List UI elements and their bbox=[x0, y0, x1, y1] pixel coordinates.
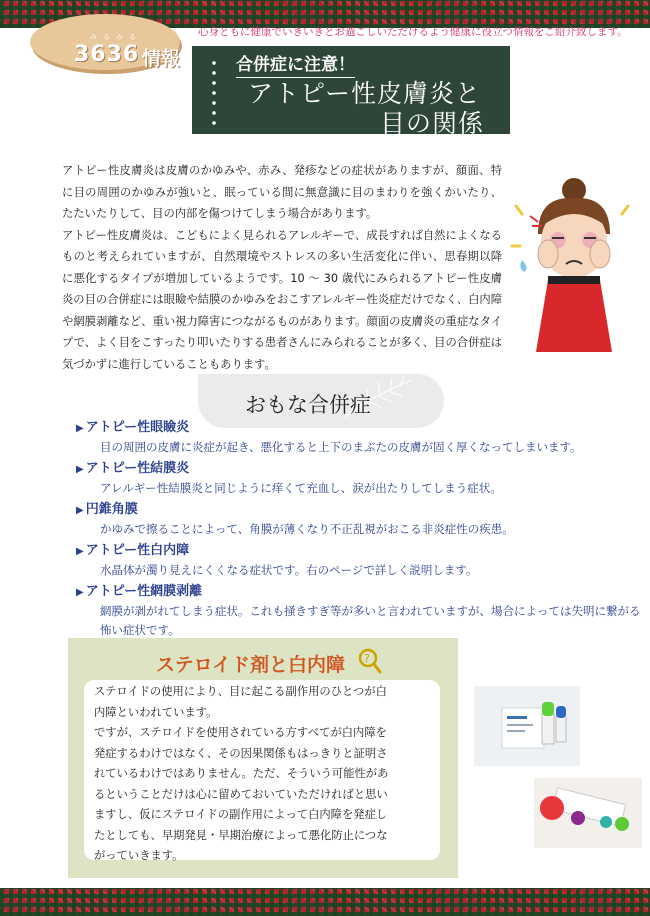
list-item bbox=[76, 500, 646, 539]
list-item bbox=[76, 459, 646, 498]
triangle-bullet-icon: ▶ bbox=[76, 423, 84, 434]
steroid-line: 発症するわけではなく、その因果関係もはっきりと証明さ bbox=[94, 746, 388, 760]
item-name: 円錐角膜 bbox=[85, 502, 138, 517]
dotted-line-decoration bbox=[212, 58, 216, 128]
item-description: かゆみで擦ることによって、角膜が薄くなり不正乱視がおこる非炎症性の疾患。 bbox=[100, 522, 514, 536]
steroid-text bbox=[94, 682, 434, 867]
list-item bbox=[76, 582, 646, 640]
steroid-line: るということだけは心に留めておいていただければと思い bbox=[94, 787, 388, 801]
logo-number: 3636 bbox=[74, 42, 140, 67]
steroid-line: ですが、ステロイドを使用されている方すべてが白内障を bbox=[94, 726, 387, 739]
logo-word: 情報 bbox=[142, 48, 181, 70]
item-description: 目の周囲の皮膚に炎症が起き、悪化すると上下のまぶたの皮膚が固く厚くなってしまいます。 bbox=[100, 440, 582, 454]
triangle-bullet-icon: ▶ bbox=[76, 464, 84, 475]
title-subheading: 合併症に注意！ bbox=[236, 50, 355, 78]
complications-heading: おもな合併症 bbox=[245, 393, 371, 417]
tagline: 心身ともに健康でいきいきとお過ごしいただけるよう健康に役立つ情報をご紹介致します。 bbox=[198, 26, 628, 38]
item-name: アトピー性網膜剥離 bbox=[85, 584, 203, 599]
intro-paragraph-1: アトピー性皮膚炎は皮膚のかゆみや、赤み、発疹などの症状がありますが、顔面、特に目の周囲のかゆみが強いと、眠っている間に無意識に目のまわりを強くかいたり、たたいたりして、目の内部を傷つけてしまう場合があります。 bbox=[62, 164, 502, 220]
steroid-line: ますし、仮にステロイドの副作用によって白内障を発症し bbox=[94, 808, 388, 821]
item-name: アトピー性眼瞼炎 bbox=[85, 420, 190, 435]
steroid-heading: ステロイド剤と白内障 bbox=[156, 654, 346, 676]
triangle-bullet-icon: ▶ bbox=[76, 546, 84, 557]
steroid-line: 内障といわれています。 bbox=[94, 705, 218, 719]
bottom-tartan-border bbox=[0, 888, 650, 916]
triangle-bullet-icon: ▶ bbox=[76, 505, 84, 516]
steroid-line: ステロイドの使用により、目に起こる副作用のひとつが白 bbox=[94, 685, 387, 698]
girl-itchy-eyes-illustration bbox=[508, 176, 638, 352]
title-box bbox=[192, 46, 510, 138]
list-item bbox=[76, 418, 646, 457]
ointment-tubes-photo bbox=[534, 778, 642, 848]
item-description: 水晶体が濁り見えにくくなる症状です。右のページで詳しく説明します。 bbox=[100, 563, 478, 577]
title-main-line2: 目の関係 bbox=[380, 109, 485, 138]
item-description: 網膜が剥がれてしまう症状。これも掻きすぎ等が多いと言われていますが、場合によっては失明に繋がる怖い症状です。 bbox=[100, 604, 641, 637]
item-name: アトピー性白内障 bbox=[85, 543, 190, 558]
steroid-line: がっていきます。 bbox=[94, 849, 184, 862]
logo-ruby: みるみる bbox=[90, 33, 142, 41]
svg-text:?: ? bbox=[364, 652, 370, 665]
list-item bbox=[76, 541, 646, 580]
intro-text bbox=[62, 160, 502, 375]
logo bbox=[30, 14, 180, 70]
intro-paragraph-2: アトピー性皮膚炎は、こどもによく見られるアレルギーで、成長すれば自然によくなるものと考えられていますが、自然環境やストレスの多い生活変化に伴い、思春期以降に悪化するタイプが増加しているようです。10 〜 30 歳代にみられるアトピー性皮膚炎の目の合併症には眼瞼や結膜のかゆみをおこすアレルギー性炎症だけでなく、白内障や網膜剥離など、重い視力障害につながるものがあります。顔面の皮膚炎の重症なタイプで、よく目をこすったり叩いたりする患者さんにみられることが多く、目の合併症は気づかずに進行していることもあります。 bbox=[62, 228, 502, 371]
ointment-packages-photo bbox=[474, 686, 580, 766]
item-name: アトピー性結膜炎 bbox=[85, 461, 190, 476]
steroid-line: れているわけではありません。ただ、そういう可能性があ bbox=[94, 767, 389, 780]
triangle-bullet-icon: ▶ bbox=[76, 587, 84, 598]
item-description: アレルギー性結膜炎と同じように痒くて充血し、涙が出たりしてしまう症状。 bbox=[100, 481, 502, 495]
title-main-line1: アトピー性皮膚炎と bbox=[248, 79, 482, 108]
question-magnifier-icon bbox=[356, 646, 382, 674]
complications-list bbox=[76, 418, 646, 642]
steroid-line: たとしても、早期発見・早期治療によって悪化防止につな bbox=[94, 828, 388, 842]
